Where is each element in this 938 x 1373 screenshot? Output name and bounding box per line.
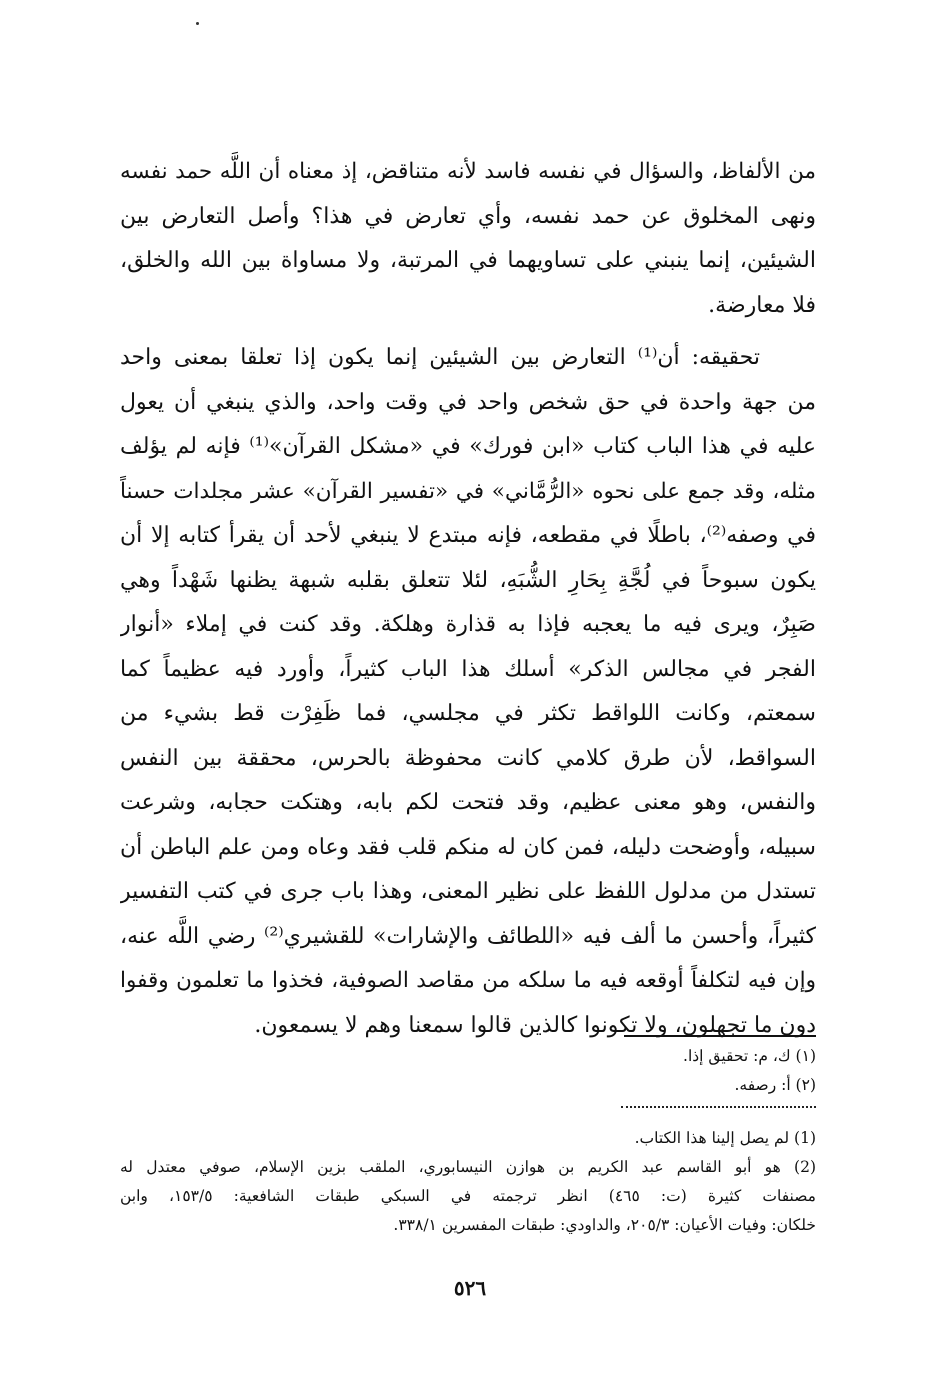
text-line: كثيراً، وأحسن ما ألف فيه «اللطائف والإشارات» للقشيري⁽²⁾ رضي اللَّه عنه، [120, 923, 816, 949]
text-line: من الألفاظ، والسؤال في نفسه فاسد لأنه متناقض، إذ معناه أن اللَّه حمد نفسه [120, 159, 816, 184]
footnote: (2) هو أبو القاسم عبد الكريم بن هوازن النيسابوري، الملقب بزين الإسلام، صوفي معتدل له [120, 1158, 816, 1176]
text-line: دون ما تجهلون، ولا تكونوا كالذين قالوا سمعنا وهم لا يسمعون. [254, 1012, 816, 1038]
text-line: ونهى المخلوق عن حمد نفسه، وأي تعارض في هذا؟ وأصل التعارض بين [120, 203, 816, 229]
footnote: (٢) أ: رصفه. [734, 1076, 816, 1094]
text-line: سمعتم، وكانت اللواقط تكثر في مجلسي، فما ظَفِرْت قط بشيء من [120, 701, 816, 726]
text-line: والنفس، وهو معنى عظيم، وقد فتحت لكم بابه، وهتكت حجابه، وشرعت [120, 790, 816, 815]
text-line: الفجر في مجالس الذكر» أسلك هذا الباب كثيراً، وأورد فيه عظيماً كما [120, 656, 816, 682]
text-line: صَبِرٌ، ويرى فيه ما يعجبه فإذا به قذارة وهلكة. وقد كنت في إملاء «أنوار [120, 612, 816, 637]
editor-footnotes [120, 1042, 816, 1100]
text-line: سبيله، وأوضحت دليله، فمن كان له منكم قلب فقد وعاه ومن علم الباطن أن [120, 834, 816, 860]
footnote: خلكان: وفيات الأعيان: ٢٠٥/٣، والداودي: طبقات المفسرين ٣٣٨/١. [393, 1216, 816, 1234]
text-line: تستدل من مدلول اللفظ على نظير المعنى، وهذا باب جرى في كتب التفسير [120, 879, 816, 904]
text-line: يكون سبوحاً في لُجَّةِ بِحَارِ الشُّبَهِ، لئلا تتعلق بقلبه شبهة يظنها شَهْداً وهي [120, 567, 816, 593]
footnote: مصنفات كثيرة (ت: ٤٦٥) انظر ترجمته في السبكي طبقات الشافعية: ١٥٣/٥، وابن [120, 1187, 816, 1205]
text-line: الشيئين، إنما ينبني على تساويهما في المرتبة، ولا مساواة بين الله والخلق، [120, 248, 816, 273]
paragraph-1 [120, 150, 816, 328]
text-line: السواقط، لأن طرق كلامي كانت محفوظة بالحرس، محققة بين النفس [120, 745, 816, 771]
text-line: عليه في هذا الباب كتاب «ابن فورك» في «مشكل القرآن»⁽¹⁾ فإنه لم يؤلف [120, 434, 816, 459]
author-footnotes [120, 1124, 816, 1240]
text-line: وإن فيه لتكلفاً أوقعه فيه ما سلكه من مقاصد الصوفية، فخذوا ما تعلمون وقفوا [120, 968, 816, 993]
footnote-separator-rule [624, 1035, 816, 1037]
scan-speck [196, 22, 199, 25]
text-line: فلا معارضة. [708, 292, 816, 318]
text-line: في وصفه⁽²⁾، باطلًا في مقطعه، فإنه مبتدع لا ينبغي لأحد أن يقرأ كتابه إلا أن [120, 523, 816, 548]
text-line: من جهة واحدة في حق شخص واحد في وقت واحد، والذي ينبغي أن يعول [120, 389, 816, 415]
paragraph-2 [120, 336, 816, 1048]
page-number: ٥٢٦ [453, 1276, 487, 1300]
footnote-dotted-separator [621, 1106, 816, 1108]
text-line: تحقيقه: أن⁽¹⁾ التعارض بين الشيئين إنما يكون إذا تعلقا بمعنى واحد [120, 345, 760, 370]
text-line: مثله، وقد جمع على نحوه «الرُّمَّاني» في «تفسير القرآن» عشر مجلدات حسناً [120, 478, 816, 504]
footnote: (1) لم يصل إلينا هذا الكتاب. [634, 1129, 816, 1147]
footnote: (١) ك، م: تحقيق إذا. [683, 1047, 816, 1065]
